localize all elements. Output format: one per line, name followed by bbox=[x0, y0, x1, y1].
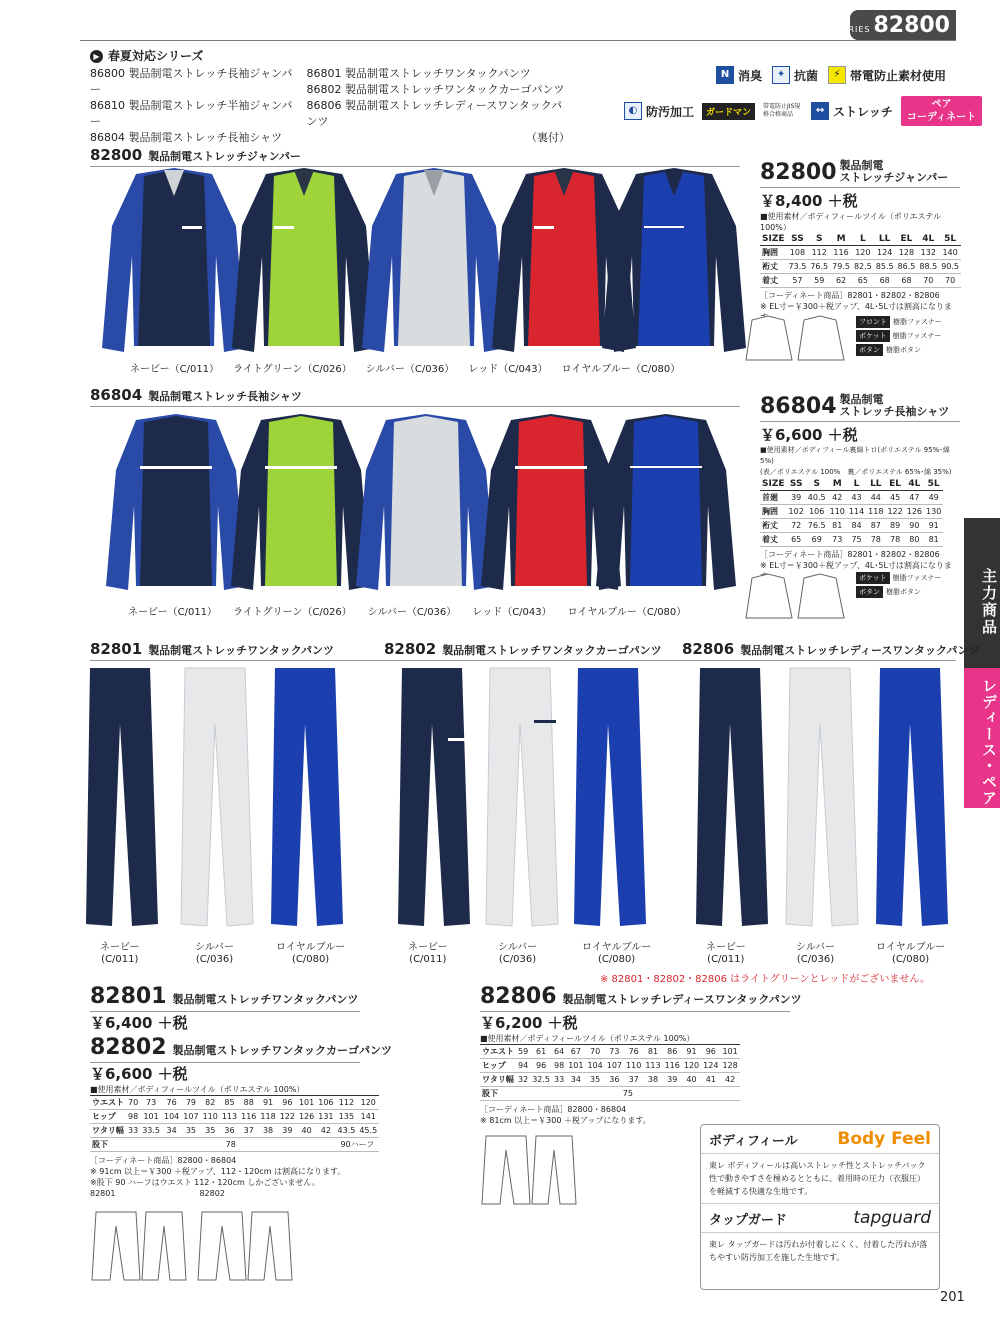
spring-summer-title: 春夏対応シリーズ bbox=[108, 49, 204, 63]
product-subtitle: 製品制電 bbox=[839, 393, 884, 406]
size-note: ※ EL寸＝￥300＋税アップ、4L･5L寸は割高になりま bbox=[760, 302, 952, 311]
product-subtitle: ストレッチジャンパー bbox=[839, 171, 949, 184]
table-row: 着丈 57 59 62 65 68 68 70 70 bbox=[760, 274, 961, 288]
spring-right-list bbox=[307, 66, 570, 146]
spring-summer-heading bbox=[90, 48, 570, 64]
jumper-section-heading bbox=[90, 146, 301, 164]
jumper-lightgreen bbox=[232, 168, 376, 352]
shirt-photo-row bbox=[100, 410, 750, 600]
bodyfeel-jp: ボディフィール bbox=[709, 1133, 798, 1149]
fabric-info-box bbox=[700, 1124, 940, 1290]
jumper-royalblue bbox=[602, 168, 746, 352]
pants-flat-drawing bbox=[90, 1208, 310, 1284]
section-divider bbox=[90, 406, 740, 407]
section-divider bbox=[90, 660, 956, 661]
feature-antibacterial bbox=[772, 66, 818, 84]
material-text: ■使用素材／ボディフィールツイル（ポリエステル 100%） bbox=[90, 1085, 305, 1094]
table-row: ウエスト 59 61 64 67 70 73 76 81 86 91 96 101 bbox=[480, 1045, 740, 1059]
table-row: 胸囲 108 112 116 120 124 128 132 140 bbox=[760, 246, 961, 260]
color-label: ネービー (C/011) bbox=[706, 942, 746, 965]
table-row: 胸囲 102 106 110 114 118 122 126 130 bbox=[760, 505, 943, 519]
material-text: (表／ポリエステル 100% 裏／ポリエステル 65%･綿 35%) bbox=[760, 468, 952, 476]
guardman-note: 帯電防止JIS規格合格商品 bbox=[763, 103, 801, 118]
product-number: 82802 bbox=[90, 1035, 167, 1060]
bodyfeel-logo: Body Feel bbox=[837, 1129, 931, 1149]
color-label: レッド（C/043） bbox=[468, 364, 548, 375]
feature-stretch bbox=[811, 102, 893, 120]
jumper-flat-drawing bbox=[742, 314, 852, 366]
list-item: 86801 製品制電ストレッチワンタックパンツ bbox=[306, 67, 531, 80]
product-82806-detail bbox=[480, 986, 820, 1126]
pants-82801-heading bbox=[90, 640, 334, 658]
top-divider bbox=[80, 40, 956, 41]
deodorant-icon: N bbox=[716, 66, 734, 84]
pants-82801-silver bbox=[181, 668, 253, 926]
stainproof-icon: ◐ bbox=[624, 102, 642, 120]
guardman-logo: ガードマン bbox=[702, 103, 755, 120]
material-text: ■使用素材／ボディフィールツイル（ポリエステル 100%） bbox=[760, 212, 941, 232]
flat-labels: 82801 82802 bbox=[90, 1189, 225, 1198]
red-availability-note: ※ 82801・82802・82806 はライトグリーンとレッドがございません。 bbox=[600, 974, 930, 985]
pants-photo-row bbox=[80, 664, 960, 934]
table-row: 裄丈 72 76.5 81 84 87 89 90 91 bbox=[760, 519, 943, 533]
list-item: 86806 製品制電ストレッチレディースワンタックパンツ bbox=[306, 99, 563, 128]
pants-82801-royal bbox=[271, 668, 343, 926]
table-row: 首廻 39 40.5 42 43 44 45 47 49 bbox=[760, 491, 943, 505]
size-note: ※ EL寸＝￥300＋税アップ、4L･5L寸は割高になりま bbox=[760, 561, 952, 570]
shirt-tags bbox=[856, 572, 941, 600]
pants-82801-navy bbox=[86, 668, 158, 926]
color-label: シルバー（C/036） bbox=[365, 364, 455, 375]
table-row: 股下 78 90ハーフ bbox=[90, 1138, 379, 1152]
ladies-pants-flat-drawing bbox=[480, 1132, 590, 1208]
jumper-navy bbox=[102, 168, 246, 352]
material-text: ■使用素材／ボディフィール裏綿トロ(ポリエステル 95%･綿 5%) bbox=[760, 446, 950, 465]
size-note: ※ 81cm 以上＝￥300 ＋税アップになります。 bbox=[480, 1116, 651, 1125]
shirt-flat-drawing bbox=[742, 572, 852, 624]
pants-82806-silver bbox=[786, 668, 858, 926]
section-number: 86804 bbox=[90, 386, 143, 404]
table-row: ワタリ幅 33 33.5 34 35 35 36 37 38 39 40 42 43.5 45.5 bbox=[90, 1124, 379, 1138]
material-text: ■使用素材／ボディフィールツイル（ポリエステル 100%） bbox=[480, 1034, 695, 1043]
size-note: ※股下 90 ハーフはウエスト 112・120cm しかございません。 bbox=[90, 1178, 320, 1187]
color-label: ロイヤルブルー (C/080) bbox=[582, 942, 652, 965]
feature-row-2 bbox=[624, 96, 982, 126]
product-price: ￥8,400 ＋税 bbox=[760, 192, 858, 210]
color-label: ロイヤルブルー（C/080） bbox=[567, 607, 687, 618]
bodyfeel-header bbox=[701, 1125, 939, 1154]
tapguard-header bbox=[701, 1203, 939, 1233]
feature-antistatic bbox=[828, 66, 946, 84]
product-price: ￥6,200 ＋税 bbox=[480, 1014, 578, 1032]
coordinate-note: ［コーディネート商品］82800・86804 bbox=[90, 1156, 237, 1165]
feature-label: 帯電防止素材使用 bbox=[850, 68, 947, 83]
color-label: ロイヤルブルー (C/080) bbox=[276, 942, 346, 965]
size-table: SIZE SS S M L LL EL 4L 5L 胸囲 108 112 116 120 124 128 132 140 裄丈 73.5 76.5 79.5 82.5 85.5 86.5 88.5 90.5 着丈 57 59 62 65 68 68 70 70 bbox=[760, 233, 961, 288]
pair-coordinate-badge: ペア コーディネート bbox=[901, 96, 982, 126]
feature-label: 抗菌 bbox=[794, 68, 819, 83]
jumper-color-list bbox=[130, 360, 680, 375]
product-number: 82806 bbox=[480, 984, 557, 1009]
product-price: ￥6,600 ＋税 bbox=[760, 426, 858, 444]
table-row: ヒップ 94 96 98 101 104 107 110 113 116 120 124 128 bbox=[480, 1059, 740, 1073]
play-icon: ▶ bbox=[90, 50, 103, 63]
shirt-navy bbox=[106, 414, 246, 590]
feature-label: ストレッチ bbox=[833, 104, 893, 119]
color-label: ロイヤルブルー（C/080） bbox=[561, 364, 681, 375]
table-row: 股下 75 bbox=[480, 1087, 740, 1101]
table-row: ウエスト 70 73 76 79 82 85 88 91 96 101 106 112 120 bbox=[90, 1096, 379, 1110]
jumper-photo-row bbox=[86, 166, 746, 358]
shirt-lightgreen bbox=[231, 414, 371, 590]
table-row: 裄丈 73.5 76.5 79.5 82.5 85.5 86.5 88.5 90.5 bbox=[760, 260, 961, 274]
spring-summer-series bbox=[90, 48, 570, 146]
pants-82806-heading bbox=[682, 640, 979, 658]
side-tab-ladies-pair[interactable]: レディース・ペア bbox=[964, 668, 1000, 808]
shirt-section-heading bbox=[90, 386, 302, 404]
pants-82802-royal bbox=[574, 668, 646, 926]
feature-row-1 bbox=[716, 66, 946, 84]
color-label: ライトグリーン（C/026） bbox=[233, 364, 352, 375]
spring-left-list bbox=[90, 66, 293, 146]
antistatic-icon: ⚡ bbox=[828, 66, 846, 84]
product-title: 製品制電ストレッチワンタックカーゴパンツ bbox=[172, 1044, 392, 1057]
section-title: 製品制電ストレッチワンタックカーゴパンツ bbox=[442, 644, 662, 657]
pants-82806-navy bbox=[696, 668, 768, 926]
page-number: 201 bbox=[940, 1290, 965, 1305]
series-label: SERIES bbox=[836, 25, 871, 34]
pants-82802-heading bbox=[384, 640, 662, 658]
list-item: 86802 製品制電ストレッチワンタックカーゴパンツ bbox=[306, 83, 565, 96]
size-note: ※ 91cm 以上＝￥300 ＋税アップ、112・120cm は割高になります。 bbox=[90, 1167, 346, 1176]
product-subtitle: 製品制電 bbox=[839, 159, 884, 172]
color-label: ネービー (C/011) bbox=[100, 942, 140, 965]
bodyfeel-text: 東レ ボディフィールは高いストレッチ性とストレッチバック性で動きやすさを極めるとともに、着用時の圧力（衣服圧）を軽減する快適な生地です。 bbox=[709, 1161, 926, 1196]
antibacterial-icon: ✦ bbox=[772, 66, 790, 84]
size-table bbox=[90, 1095, 379, 1152]
coordinate-note: ［コーディネート商品］82801・82802・82806 bbox=[760, 291, 940, 300]
shirt-royalblue bbox=[596, 414, 736, 590]
product-number: 82800 bbox=[760, 160, 837, 185]
color-label: シルバー (C/036) bbox=[498, 942, 538, 965]
pants-82802-silver bbox=[486, 668, 558, 926]
pants-82806-royal bbox=[876, 668, 948, 926]
product-86804-detail bbox=[760, 394, 960, 582]
stretch-icon: ↔ bbox=[811, 102, 829, 120]
color-label: ロイヤルブルー (C/080) bbox=[876, 942, 946, 965]
shirt-color-list bbox=[128, 603, 686, 618]
spec-tag: ポケット 樹脂ファスナー bbox=[856, 572, 941, 584]
section-title: 製品制電ストレッチジャンパー bbox=[148, 150, 301, 163]
pants-82802-navy bbox=[398, 668, 470, 926]
spec-tag: ポケット 樹脂ファスナー bbox=[856, 330, 942, 342]
section-number: 82800 bbox=[90, 146, 143, 164]
product-subtitle: ストレッチ長袖シャツ bbox=[839, 405, 950, 418]
spec-tag: ボタン 樹脂ボタン bbox=[856, 586, 941, 598]
color-label: シルバー (C/036) bbox=[195, 942, 235, 965]
color-label: シルバー（C/036） bbox=[367, 607, 457, 618]
product-price: ￥6,600 ＋税 bbox=[90, 1065, 188, 1083]
jumper-silver bbox=[362, 168, 506, 352]
section-number: 82802 bbox=[384, 640, 437, 658]
coordinate-note: ［コーディネート商品］82800・86804 bbox=[480, 1105, 627, 1114]
list-item: 86810 製品制電ストレッチ半袖ジャンパー bbox=[90, 99, 293, 128]
color-label: ネービー（C/011） bbox=[128, 607, 218, 618]
feature-label: 防汚加工 bbox=[646, 104, 695, 119]
table-row: ヒップ 98 101 104 107 110 113 116 118 122 126 131 135 141 bbox=[90, 1110, 379, 1124]
section-number: 82806 bbox=[682, 640, 735, 658]
list-item: 86804 製品制電ストレッチ長袖シャツ bbox=[90, 131, 283, 144]
feature-stainproof bbox=[624, 102, 694, 120]
color-label: シルバー (C/036) bbox=[796, 942, 836, 965]
product-82801-detail bbox=[90, 986, 470, 1199]
product-title: 製品制電ストレッチワンタックパンツ bbox=[172, 993, 359, 1006]
tapguard-text: 東レ タップガードは汚れが付着しにくく、付着した汚れが落ちやすい防汚加工を施した生地です。 bbox=[709, 1240, 928, 1262]
section-title: 製品制電ストレッチワンタックパンツ bbox=[148, 644, 334, 657]
list-item: 86800 製品制電ストレッチ長袖ジャンパー bbox=[90, 67, 293, 96]
product-price: ￥6,400 ＋税 bbox=[90, 1014, 188, 1032]
color-label: レッド（C/043） bbox=[472, 607, 552, 618]
shirt-silver bbox=[356, 414, 496, 590]
product-number: 86804 bbox=[760, 394, 837, 419]
series-number: 82800 bbox=[873, 13, 950, 38]
color-label: ネービー (C/011) bbox=[408, 942, 448, 965]
spec-tag: フロント 樹脂ファスナー bbox=[856, 316, 942, 328]
spec-tag: ボタン 樹脂ボタン bbox=[856, 344, 942, 356]
tapguard-jp: タップガード bbox=[709, 1212, 787, 1228]
size-table bbox=[480, 1044, 740, 1101]
tapguard-logo: tapguard bbox=[853, 1208, 931, 1228]
list-item-note: （裏付） bbox=[526, 131, 570, 144]
side-tab-main-products[interactable]: 主力商品 bbox=[964, 518, 1000, 668]
color-label: ネービー（C/011） bbox=[130, 364, 220, 375]
coordinate-note: ［コーディネート商品］82801・82802・82806 bbox=[760, 550, 940, 559]
table-row: 着丈 65 69 73 75 78 78 80 81 bbox=[760, 533, 943, 547]
color-label: ライトグリーン（C/026） bbox=[233, 607, 352, 618]
size-table: SIZE SS S M L LL EL 4L 5L 首廻 39 40.5 42 43 44 45 47 49 胸囲 102 106 110 114 118 122 126 130 裄丈 72 76.5 81 84 87 89 90 91 着丈 65 69 73 75 78 78 80 81 bbox=[760, 478, 943, 547]
section-title: 製品制電ストレッチ長袖シャツ bbox=[148, 390, 302, 403]
section-title: 製品制電ストレッチレディースワンタックパンツ bbox=[740, 644, 980, 657]
feature-label: 消臭 bbox=[738, 68, 763, 83]
table-row: ワタリ幅 32 32.5 33 34 35 36 37 38 39 40 41 42 bbox=[480, 1073, 740, 1087]
jumper-tags bbox=[856, 316, 942, 358]
product-title: 製品制電ストレッチレディースワンタックパンツ bbox=[562, 993, 802, 1006]
series-badge bbox=[836, 10, 956, 40]
product-number: 82801 bbox=[90, 984, 167, 1009]
product-82800-detail bbox=[760, 160, 960, 323]
section-number: 82801 bbox=[90, 640, 143, 658]
feature-deodorant bbox=[716, 66, 762, 84]
